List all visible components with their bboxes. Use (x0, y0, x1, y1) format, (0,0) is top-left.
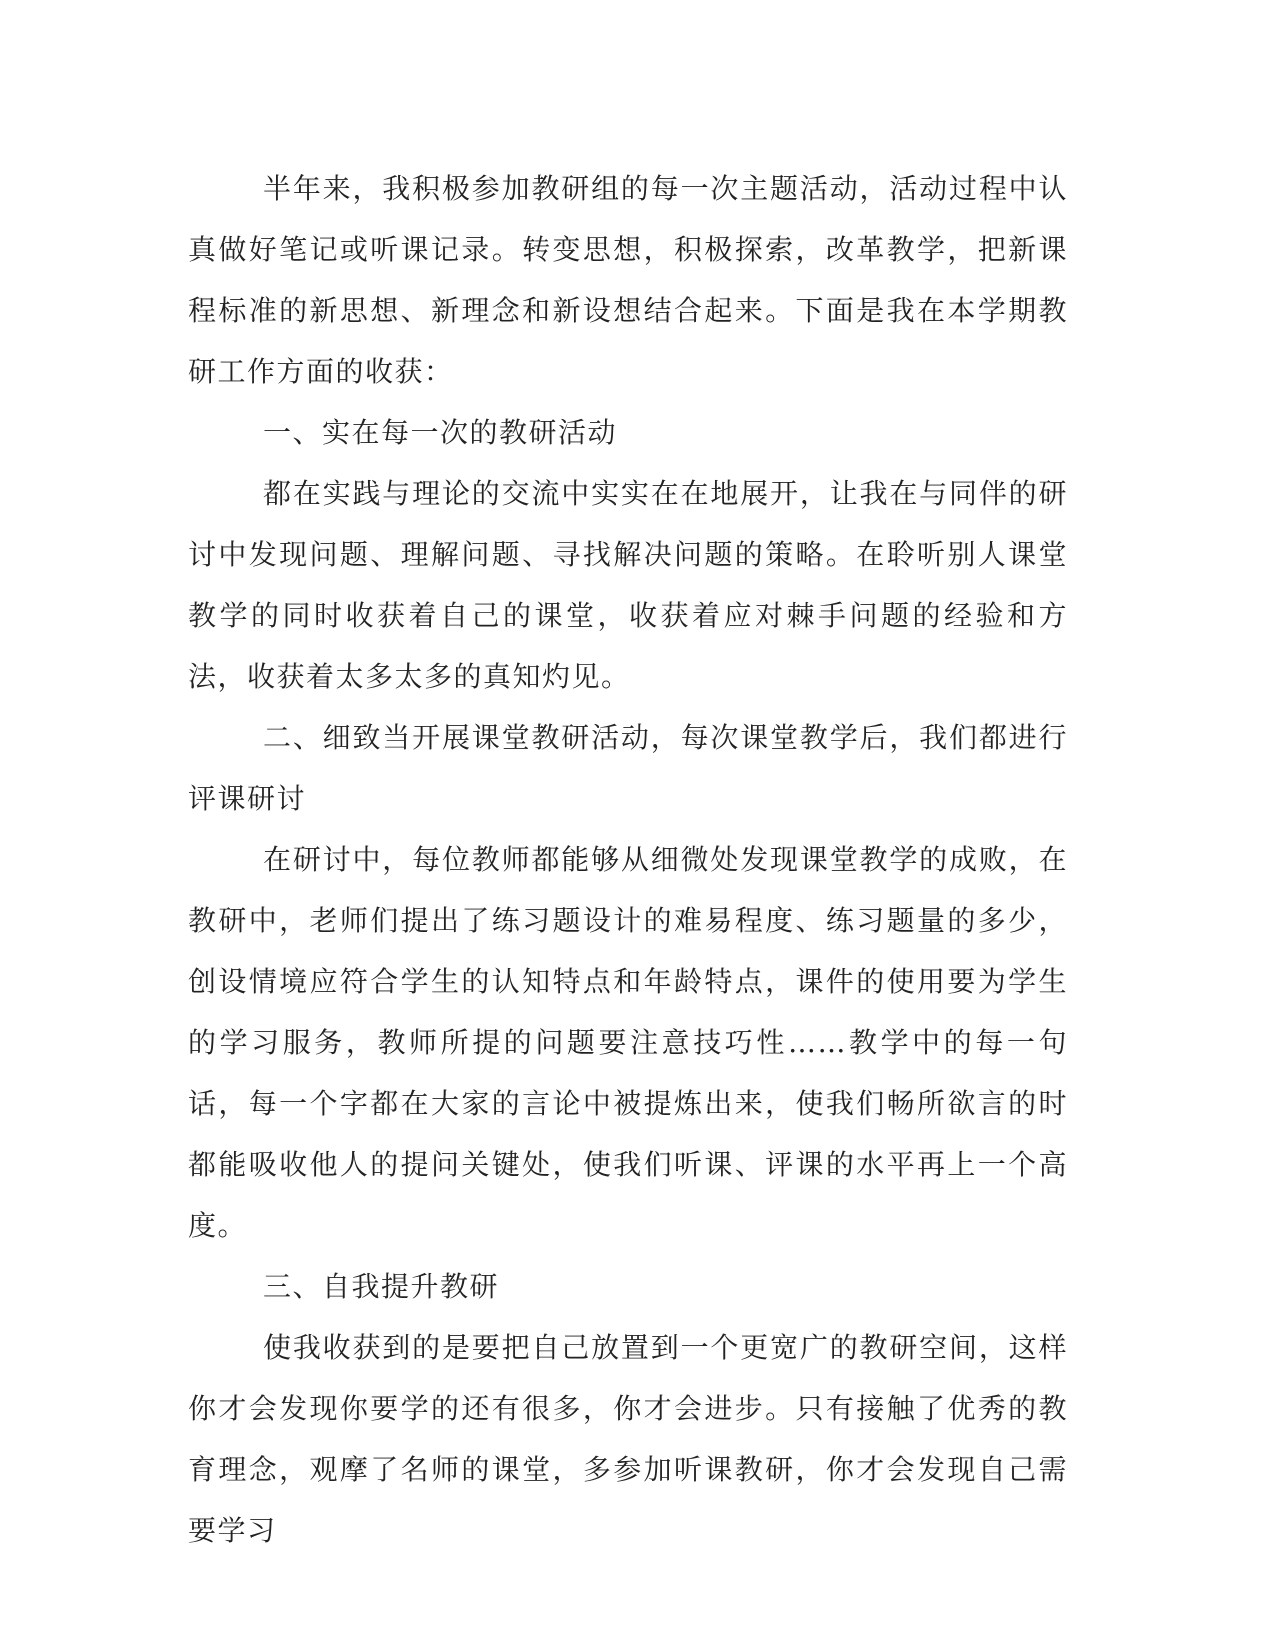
document-body (188, 158, 1068, 1561)
section-3-paragraph: 使我收获到的是要把自己放置到一个更宽广的教研空间，这样你才会发现你要学的还有很多，你才会进步。只有接触了优秀的教育理念，观摩了名师的课堂，多参加听课教研，你才会发现自己需要学习 (188, 1331, 1068, 1547)
intro-paragraph: 半年来，我积极参加教研组的每一次主题活动，活动过程中认真做好笔记或听课记录。转变思想，积极探索，改革教学，把新课程标准的新思想、新理念和新设想结合起来。下面是我在本学期教研工作方面的收获： (188, 172, 1068, 388)
section-heading-1: 一、实在每一次的教研活动 (263, 416, 618, 449)
section-2-paragraph: 在研讨中，每位教师都能够从细微处发现课堂教学的成败，在教研中，老师们提出了练习题设计的难易程度、练习题量的多少，创设情境应符合学生的认知特点和年龄特点，课件的使用要为学生的学习服务，教师所提的问题要注意技巧性……教学中的每一句话，每一个字都在大家的言论中被提炼出来，使我们畅所欲言的时都能吸收他人的提问关键处，使我们听课、评课的水平再上一个高度。 (188, 843, 1068, 1242)
section-heading-2: 二、细致当开展课堂教研活动，每次课堂教学后，我们都进行评课研讨 (188, 721, 1068, 815)
section-1-paragraph: 都在实践与理论的交流中实实在在地展开，让我在与同伴的研讨中发现问题、理解问题、寻找解决问题的策略。在聆听别人课堂教学的同时收获着自己的课堂，收获着应对棘手问题的经验和方法，收获着太多太多的真知灼见。 (188, 477, 1068, 693)
section-heading-3: 三、自我提升教研 (263, 1270, 500, 1303)
